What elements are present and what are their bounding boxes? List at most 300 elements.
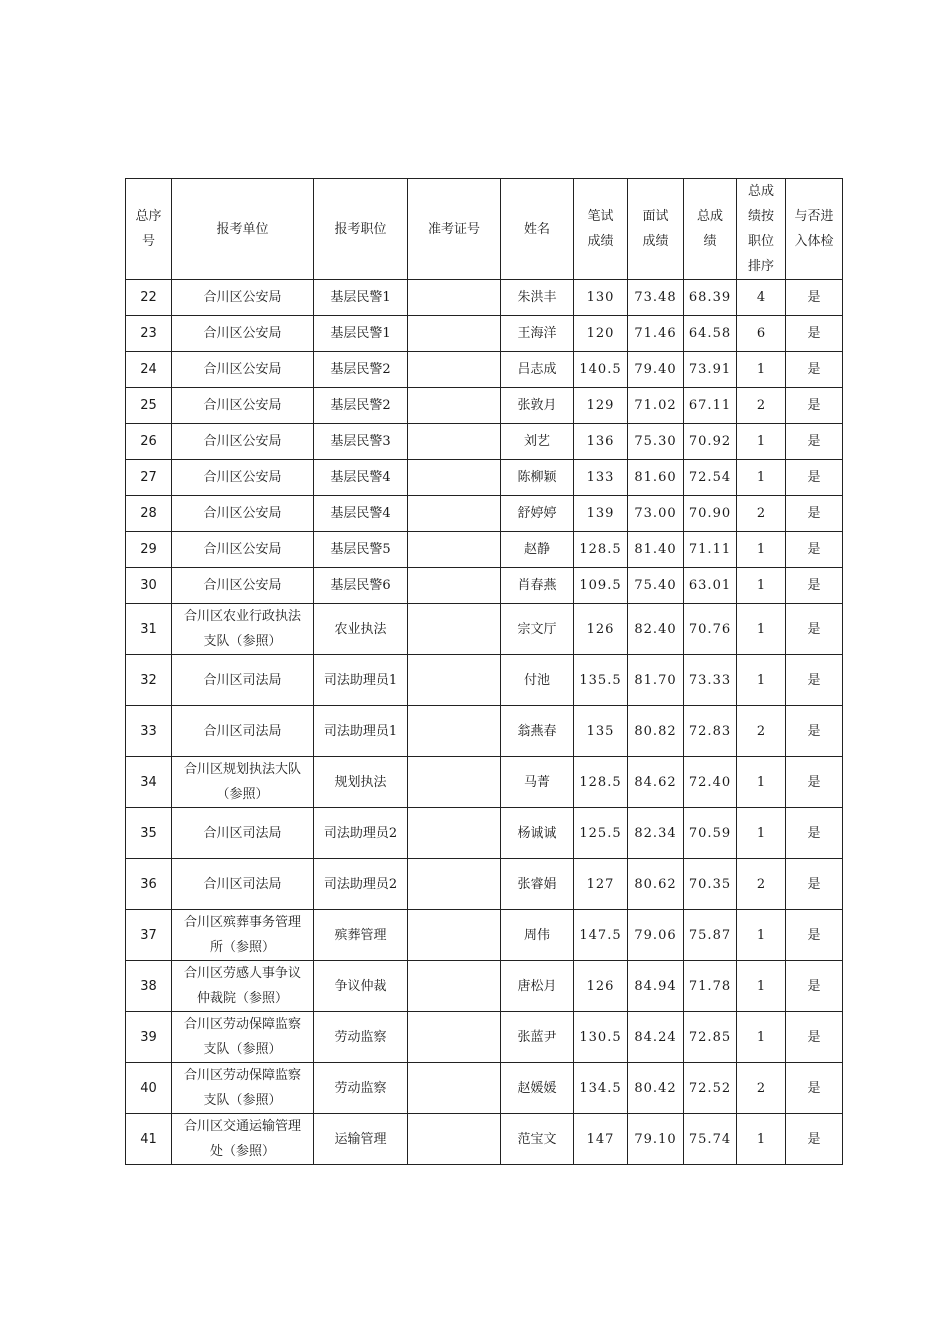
header-rank: 总成绩按职位排序 — [737, 179, 786, 280]
cell-position-text: 基层民警4 — [330, 506, 391, 521]
cell-interview-text: 79.40 — [634, 362, 677, 377]
cell-position-text: 司法助理员1 — [323, 672, 398, 688]
cell-physical-text: 是 — [807, 470, 821, 485]
cell-name — [501, 961, 574, 1012]
cell-name-text: 赵媛媛 — [517, 1080, 557, 1096]
cell-written-text: 139 — [586, 506, 615, 521]
cell-unit — [172, 1012, 314, 1063]
cell-unit-text: 合川区公安局 — [203, 398, 282, 413]
cell-rank — [737, 352, 786, 388]
cell-seq-text: 39 — [140, 1029, 157, 1045]
cell-physical — [786, 1114, 843, 1165]
cell-written — [574, 424, 628, 460]
cell-exam-id — [408, 424, 501, 460]
cell-rank — [737, 496, 786, 532]
cell-rank — [737, 808, 786, 859]
cell-seq — [126, 910, 172, 961]
cell-seq — [126, 808, 172, 859]
cell-written — [574, 568, 628, 604]
cell-rank — [737, 316, 786, 352]
cell-written-text: 128.5 — [579, 542, 622, 557]
cell-unit — [172, 706, 314, 757]
cell-seq — [126, 460, 172, 496]
cell-position — [314, 1114, 408, 1165]
header-exam-id: 准考证号 — [408, 179, 501, 280]
cell-total-text: 70.92 — [688, 434, 732, 449]
cell-interview — [628, 280, 684, 316]
cell-written — [574, 1114, 628, 1165]
cell-written — [574, 496, 628, 532]
cell-name — [501, 859, 574, 910]
cell-name — [501, 706, 574, 757]
cell-physical-text: 是 — [807, 672, 821, 688]
cell-physical — [786, 1012, 843, 1063]
cell-exam-id — [408, 655, 501, 706]
cell-unit-text: 合川区殡葬事务管理所（参照） — [183, 915, 301, 955]
cell-unit — [172, 655, 314, 706]
cell-seq-text: 30 — [140, 578, 157, 593]
cell-name — [501, 910, 574, 961]
cell-seq — [126, 706, 172, 757]
cell-name — [501, 568, 574, 604]
cell-rank-text: 1 — [756, 672, 766, 688]
cell-seq-text: 31 — [140, 621, 157, 637]
cell-total-text: 72.54 — [688, 470, 732, 485]
cell-total-text: 70.59 — [688, 825, 732, 841]
cell-written-text: 140.5 — [579, 362, 622, 377]
cell-physical — [786, 655, 843, 706]
cell-interview-text: 84.62 — [634, 774, 677, 790]
cell-total — [684, 1012, 737, 1063]
cell-written-text: 120 — [586, 326, 615, 341]
cell-unit — [172, 532, 314, 568]
cell-exam-id — [408, 706, 501, 757]
cell-physical — [786, 532, 843, 568]
cell-position-text: 基层民警3 — [330, 434, 391, 449]
table-row — [126, 460, 843, 496]
cell-seq — [126, 1012, 172, 1063]
cell-written-text: 135 — [586, 723, 615, 739]
cell-rank-text: 1 — [756, 774, 766, 790]
cell-total-text: 70.90 — [688, 506, 732, 521]
cell-name — [501, 496, 574, 532]
cell-rank — [737, 1012, 786, 1063]
cell-total-text: 72.83 — [688, 723, 732, 739]
cell-position — [314, 424, 408, 460]
cell-name-text: 张蓝尹 — [517, 1029, 557, 1045]
cell-interview — [628, 706, 684, 757]
cell-total-text: 72.85 — [688, 1029, 732, 1045]
cell-exam-id — [408, 568, 501, 604]
cell-unit-text: 合川区公安局 — [203, 290, 282, 305]
cell-total-text: 64.58 — [688, 326, 732, 341]
cell-physical-text: 是 — [807, 1080, 821, 1096]
cell-total-text: 67.11 — [688, 398, 732, 413]
cell-position-text: 基层民警2 — [330, 362, 391, 377]
cell-physical-text: 是 — [807, 578, 821, 593]
cell-physical-text: 是 — [807, 621, 821, 637]
cell-seq — [126, 352, 172, 388]
cell-interview — [628, 316, 684, 352]
cell-position-text: 基层民警2 — [330, 398, 391, 413]
cell-physical — [786, 1063, 843, 1114]
cell-physical — [786, 424, 843, 460]
cell-seq-text: 28 — [140, 506, 157, 521]
cell-seq — [126, 604, 172, 655]
cell-position — [314, 604, 408, 655]
cell-total-text: 73.91 — [688, 362, 732, 377]
cell-position-text: 司法助理员2 — [323, 876, 398, 892]
cell-position-text: 基层民警1 — [330, 290, 391, 305]
cell-seq — [126, 655, 172, 706]
cell-interview-text: 75.40 — [634, 578, 677, 593]
cell-position — [314, 859, 408, 910]
table-row — [126, 706, 843, 757]
cell-interview-text: 84.24 — [634, 1029, 677, 1045]
cell-rank-text: 1 — [756, 927, 766, 943]
cell-position — [314, 757, 408, 808]
cell-position — [314, 532, 408, 568]
cell-name-text: 张敦月 — [517, 398, 557, 413]
cell-total — [684, 808, 737, 859]
cell-seq — [126, 1063, 172, 1114]
cell-total — [684, 706, 737, 757]
cell-total — [684, 1063, 737, 1114]
cell-unit-text: 合川区司法局 — [203, 876, 282, 892]
cell-rank — [737, 568, 786, 604]
cell-unit-text: 合川区司法局 — [203, 825, 282, 841]
cell-exam-id — [408, 1012, 501, 1063]
cell-written — [574, 961, 628, 1012]
cell-interview — [628, 388, 684, 424]
cell-unit — [172, 388, 314, 424]
cell-name — [501, 808, 574, 859]
cell-total — [684, 532, 737, 568]
cell-physical — [786, 859, 843, 910]
cell-total-text: 63.01 — [688, 578, 732, 593]
cell-physical — [786, 961, 843, 1012]
cell-seq-text: 33 — [140, 723, 157, 739]
cell-name-text: 马菁 — [523, 774, 550, 790]
cell-total — [684, 460, 737, 496]
cell-unit — [172, 424, 314, 460]
cell-physical-text: 是 — [807, 774, 821, 790]
cell-exam-id — [408, 352, 501, 388]
cell-physical — [786, 316, 843, 352]
cell-name — [501, 604, 574, 655]
cell-total-text: 68.39 — [688, 290, 732, 305]
cell-exam-id — [408, 532, 501, 568]
cell-interview — [628, 496, 684, 532]
cell-position-text: 司法助理员1 — [323, 723, 398, 739]
cell-interview — [628, 604, 684, 655]
cell-seq — [126, 568, 172, 604]
cell-seq-text: 37 — [140, 927, 157, 943]
cell-unit — [172, 280, 314, 316]
cell-seq — [126, 496, 172, 532]
cell-total — [684, 352, 737, 388]
cell-rank-text: 6 — [756, 326, 766, 341]
cell-position — [314, 910, 408, 961]
cell-total-text: 75.87 — [688, 927, 732, 943]
cell-unit — [172, 1114, 314, 1165]
cell-position-text: 基层民警5 — [330, 542, 391, 557]
cell-physical-text: 是 — [807, 326, 821, 341]
cell-total — [684, 961, 737, 1012]
cell-unit — [172, 859, 314, 910]
cell-seq — [126, 424, 172, 460]
cell-unit-text: 合川区司法局 — [203, 723, 282, 739]
cell-seq-text: 40 — [140, 1080, 157, 1096]
cell-physical-text: 是 — [807, 506, 821, 521]
cell-rank-text: 2 — [756, 506, 766, 521]
cell-name-text: 肖春燕 — [517, 578, 557, 593]
cell-rank-text: 1 — [756, 825, 766, 841]
cell-position — [314, 568, 408, 604]
cell-seq-text: 34 — [140, 774, 157, 790]
cell-written-text: 133 — [586, 470, 615, 485]
cell-exam-id — [408, 757, 501, 808]
cell-total — [684, 568, 737, 604]
cell-written-text: 127 — [586, 876, 615, 892]
cell-seq — [126, 859, 172, 910]
cell-rank-text: 2 — [756, 876, 766, 892]
cell-name-text: 范宝文 — [517, 1131, 557, 1147]
cell-total — [684, 859, 737, 910]
cell-position — [314, 496, 408, 532]
cell-interview-text: 75.30 — [634, 434, 677, 449]
cell-total — [684, 910, 737, 961]
cell-rank-text: 1 — [756, 1131, 766, 1147]
cell-written-text: 109.5 — [579, 578, 622, 593]
header-total: 总成绩 — [684, 179, 737, 280]
cell-name — [501, 1063, 574, 1114]
table-row — [126, 910, 843, 961]
header-interview: 面试成绩 — [628, 179, 684, 280]
cell-physical-text: 是 — [807, 978, 821, 994]
cell-unit-text: 合川区劳动保障监察支队（参照） — [183, 1068, 301, 1108]
cell-rank — [737, 1063, 786, 1114]
cell-written-text: 130.5 — [579, 1029, 622, 1045]
cell-unit — [172, 568, 314, 604]
cell-seq-text: 23 — [140, 326, 157, 341]
cell-seq — [126, 757, 172, 808]
cell-name-text: 张睿娟 — [517, 876, 557, 892]
cell-total-text: 75.74 — [688, 1131, 732, 1147]
cell-rank-text: 1 — [756, 542, 766, 557]
cell-name-text: 宗文厅 — [517, 621, 557, 637]
header-unit: 报考单位 — [172, 179, 314, 280]
cell-position-text: 司法助理员2 — [323, 825, 398, 841]
cell-seq — [126, 532, 172, 568]
cell-unit-text: 合川区交通运输管理处（参照） — [183, 1119, 301, 1159]
cell-seq-text: 26 — [140, 434, 157, 449]
table-row — [126, 604, 843, 655]
cell-position-text: 争议仲裁 — [334, 978, 387, 994]
table-row — [126, 388, 843, 424]
cell-written — [574, 460, 628, 496]
table-row — [126, 316, 843, 352]
cell-written-text: 134.5 — [579, 1080, 622, 1096]
cell-unit — [172, 961, 314, 1012]
cell-position-text: 殡葬管理 — [334, 927, 387, 943]
cell-position-text: 基层民警4 — [330, 470, 391, 485]
cell-total — [684, 280, 737, 316]
cell-interview-text: 81.60 — [634, 470, 677, 485]
table-row — [126, 280, 843, 316]
cell-unit-text: 合川区公安局 — [203, 542, 282, 557]
cell-unit-text: 合川区公安局 — [203, 470, 282, 485]
cell-total — [684, 604, 737, 655]
cell-position — [314, 1063, 408, 1114]
cell-physical-text: 是 — [807, 398, 821, 413]
cell-total-text: 70.35 — [688, 876, 732, 892]
cell-interview-text: 71.02 — [634, 398, 677, 413]
cell-physical-text: 是 — [807, 825, 821, 841]
cell-name-text: 杨诚诚 — [517, 825, 557, 841]
cell-seq-text: 29 — [140, 542, 157, 557]
cell-rank — [737, 859, 786, 910]
cell-seq-text: 41 — [140, 1131, 157, 1147]
cell-written — [574, 532, 628, 568]
cell-interview — [628, 808, 684, 859]
cell-total-text: 72.40 — [688, 774, 732, 790]
cell-seq-text: 38 — [140, 978, 157, 994]
cell-total-text: 71.11 — [688, 542, 732, 557]
cell-interview — [628, 532, 684, 568]
cell-interview — [628, 460, 684, 496]
table-row — [126, 424, 843, 460]
table-header — [126, 179, 843, 280]
cell-name — [501, 280, 574, 316]
cell-rank-text: 2 — [756, 398, 766, 413]
cell-position — [314, 352, 408, 388]
cell-rank — [737, 532, 786, 568]
cell-written — [574, 280, 628, 316]
cell-seq — [126, 961, 172, 1012]
cell-physical — [786, 706, 843, 757]
cell-interview-text: 80.62 — [634, 876, 677, 892]
table-row — [126, 1063, 843, 1114]
cell-interview-text: 81.40 — [634, 542, 677, 557]
cell-position-text: 劳动监察 — [334, 1080, 387, 1096]
cell-position — [314, 280, 408, 316]
cell-name-text: 赵静 — [523, 542, 550, 557]
cell-unit-text: 合川区公安局 — [203, 506, 282, 521]
cell-interview — [628, 352, 684, 388]
table-row — [126, 1114, 843, 1165]
cell-total — [684, 424, 737, 460]
cell-name-text: 周伟 — [523, 927, 550, 943]
cell-interview-text: 82.40 — [634, 621, 677, 637]
cell-interview-text: 80.42 — [634, 1080, 677, 1096]
cell-position-text: 农业执法 — [334, 621, 387, 637]
cell-written — [574, 757, 628, 808]
cell-unit-text: 合川区劳动保障监察支队（参照） — [183, 1017, 301, 1057]
cell-seq-text: 36 — [140, 876, 157, 892]
cell-physical-text: 是 — [807, 723, 821, 739]
cell-position — [314, 706, 408, 757]
cell-name-text: 吕志成 — [517, 362, 557, 377]
cell-interview-text: 73.48 — [634, 290, 677, 305]
cell-exam-id — [408, 496, 501, 532]
cell-total — [684, 757, 737, 808]
cell-unit-text: 合川区劳感人事争议仲裁院（参照） — [183, 966, 301, 1006]
cell-unit-text: 合川区规划执法大队（参照） — [183, 762, 301, 802]
cell-unit — [172, 757, 314, 808]
cell-rank — [737, 961, 786, 1012]
cell-interview-text: 79.06 — [634, 927, 677, 943]
cell-total — [684, 655, 737, 706]
cell-total-text: 73.33 — [688, 672, 732, 688]
cell-interview — [628, 1012, 684, 1063]
cell-interview — [628, 655, 684, 706]
cell-interview — [628, 910, 684, 961]
cell-position-text: 劳动监察 — [334, 1029, 387, 1045]
cell-position-text: 运输管理 — [334, 1131, 387, 1147]
cell-total-text: 70.76 — [688, 621, 732, 637]
cell-written-text: 147.5 — [579, 927, 622, 943]
cell-exam-id — [408, 388, 501, 424]
cell-name-text: 舒婷婷 — [517, 506, 557, 521]
cell-written-text: 126 — [586, 978, 615, 994]
cell-interview — [628, 961, 684, 1012]
table-row — [126, 496, 843, 532]
cell-interview — [628, 424, 684, 460]
table-row — [126, 859, 843, 910]
table-row — [126, 532, 843, 568]
cell-rank-text: 1 — [756, 434, 766, 449]
cell-written-text: 129 — [586, 398, 615, 413]
header-physical: 与否进入体检 — [786, 179, 843, 280]
cell-written-text: 128.5 — [579, 774, 622, 790]
cell-interview-text: 84.94 — [634, 978, 677, 994]
table-body — [126, 280, 843, 1165]
cell-total — [684, 1114, 737, 1165]
cell-name — [501, 424, 574, 460]
cell-written — [574, 352, 628, 388]
header-written: 笔试成绩 — [574, 179, 628, 280]
cell-rank — [737, 655, 786, 706]
cell-rank — [737, 706, 786, 757]
cell-exam-id — [408, 280, 501, 316]
cell-physical-text: 是 — [807, 542, 821, 557]
cell-position — [314, 655, 408, 706]
cell-interview-text: 79.10 — [634, 1131, 677, 1147]
cell-physical — [786, 388, 843, 424]
cell-interview — [628, 568, 684, 604]
cell-interview — [628, 1114, 684, 1165]
cell-name — [501, 1012, 574, 1063]
cell-rank — [737, 1114, 786, 1165]
table-row — [126, 808, 843, 859]
cell-name — [501, 757, 574, 808]
cell-written-text: 126 — [586, 621, 615, 637]
cell-physical-text: 是 — [807, 1131, 821, 1147]
cell-interview-text: 73.00 — [634, 506, 677, 521]
cell-unit-text: 合川区公安局 — [203, 578, 282, 593]
cell-exam-id — [408, 316, 501, 352]
cell-physical-text: 是 — [807, 434, 821, 449]
cell-physical — [786, 280, 843, 316]
cell-position — [314, 316, 408, 352]
cell-name — [501, 532, 574, 568]
cell-interview-text: 71.46 — [634, 326, 677, 341]
cell-physical-text: 是 — [807, 876, 821, 892]
cell-rank — [737, 424, 786, 460]
cell-written — [574, 910, 628, 961]
cell-physical-text: 是 — [807, 290, 821, 305]
